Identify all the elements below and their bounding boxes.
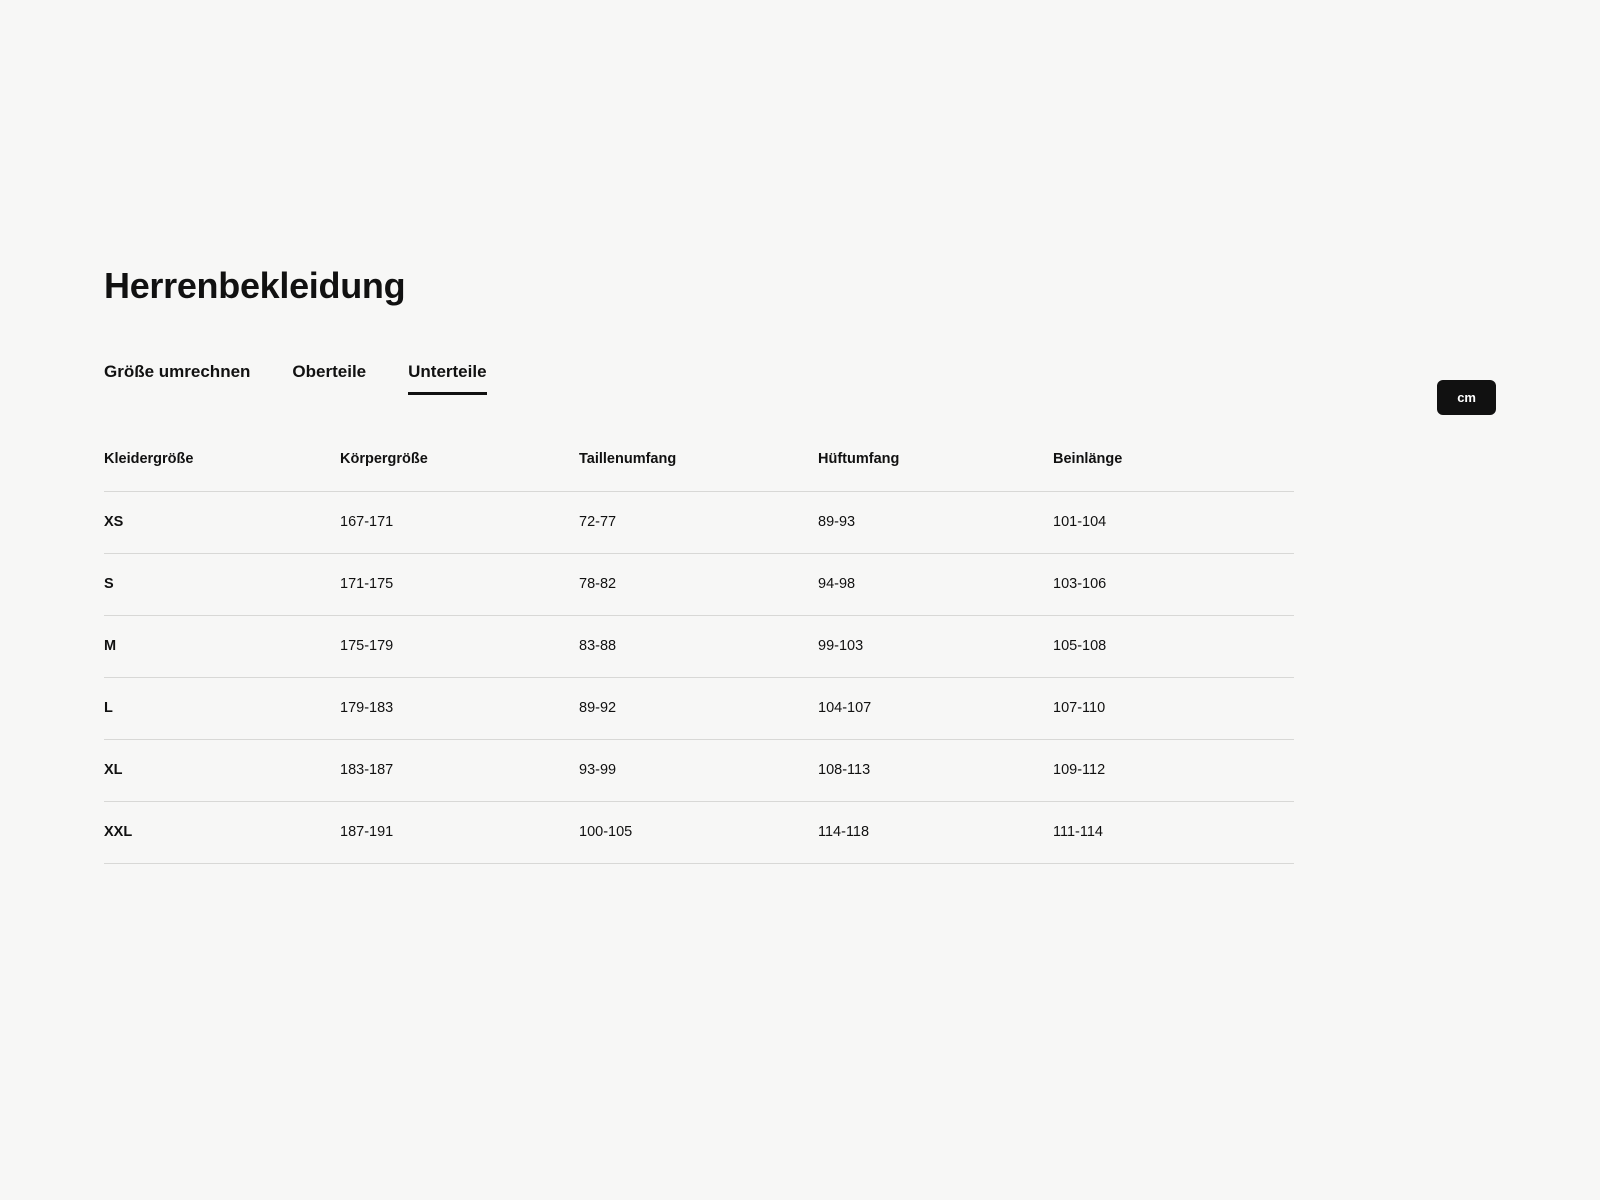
cell-taillenumfang: 72-77	[579, 491, 818, 553]
cell-hueftumfang: 94-98	[818, 553, 1053, 615]
size-table	[104, 451, 1294, 864]
table-row	[104, 801, 1294, 863]
cell-beinlaenge: 101-104	[1053, 491, 1294, 553]
cell-beinlaenge: 105-108	[1053, 615, 1294, 677]
cell-koerpergroesse: 167-171	[340, 491, 579, 553]
cell-size: XL	[104, 739, 340, 801]
cell-koerpergroesse: 187-191	[340, 801, 579, 863]
table-row	[104, 553, 1294, 615]
column-header-hueftumfang: Hüftumfang	[818, 451, 1053, 492]
column-header-koerpergroesse: Körpergröße	[340, 451, 579, 492]
table-row	[104, 615, 1294, 677]
table-row	[104, 491, 1294, 553]
cell-beinlaenge: 109-112	[1053, 739, 1294, 801]
cell-taillenumfang: 83-88	[579, 615, 818, 677]
cell-taillenumfang: 78-82	[579, 553, 818, 615]
cell-size: S	[104, 553, 340, 615]
cell-size: L	[104, 677, 340, 739]
tab-oberteile[interactable]: Oberteile	[292, 361, 367, 381]
cell-koerpergroesse: 171-175	[340, 553, 579, 615]
cell-hueftumfang: 114-118	[818, 801, 1053, 863]
cell-hueftumfang: 99-103	[818, 615, 1053, 677]
size-table-body	[104, 491, 1294, 863]
column-header-beinlaenge: Beinlänge	[1053, 451, 1294, 492]
cell-koerpergroesse: 183-187	[340, 739, 579, 801]
cell-hueftumfang: 104-107	[818, 677, 1053, 739]
column-header-taillenumfang: Taillenumfang	[579, 451, 818, 492]
cell-koerpergroesse: 179-183	[340, 677, 579, 739]
cell-koerpergroesse: 175-179	[340, 615, 579, 677]
cell-beinlaenge: 103-106	[1053, 553, 1294, 615]
cell-taillenumfang: 89-92	[579, 677, 818, 739]
table-header-row	[104, 451, 1294, 492]
unit-toggle-button[interactable]: cm	[1437, 380, 1496, 415]
table-row	[104, 739, 1294, 801]
cell-taillenumfang: 93-99	[579, 739, 818, 801]
cell-hueftumfang: 108-113	[818, 739, 1053, 801]
cell-size: XS	[104, 491, 340, 553]
tab-unterteile[interactable]: Unterteile	[408, 362, 486, 395]
cell-beinlaenge: 111-114	[1053, 801, 1294, 863]
cell-taillenumfang: 100-105	[579, 801, 818, 863]
table-row	[104, 677, 1294, 739]
cell-beinlaenge: 107-110	[1053, 677, 1294, 739]
page-title: Herrenbekleidung	[104, 265, 406, 306]
size-guide-content	[104, 266, 1294, 864]
cell-size: M	[104, 615, 340, 677]
cell-size: XXL	[104, 801, 340, 863]
column-header-kleidergroesse: Kleidergröße	[104, 451, 340, 492]
size-table-head	[104, 451, 1294, 492]
tab-bar	[104, 362, 1294, 395]
cell-hueftumfang: 89-93	[818, 491, 1053, 553]
tab-groesse-umrechnen[interactable]: Größe umrechnen	[104, 361, 251, 381]
